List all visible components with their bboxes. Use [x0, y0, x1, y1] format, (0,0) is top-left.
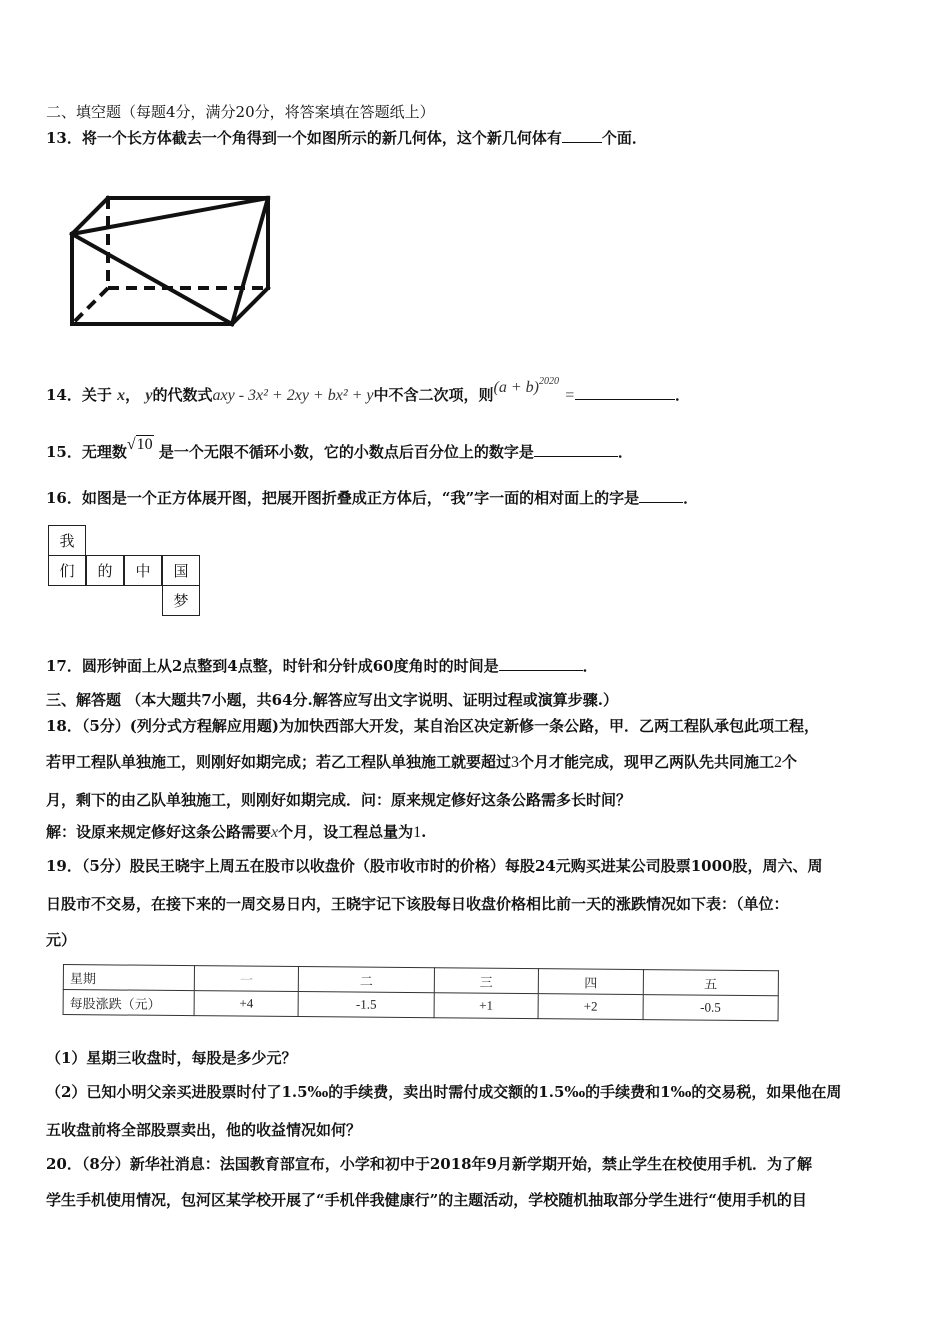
hidden-edge	[72, 288, 108, 324]
answer-blank	[639, 488, 683, 503]
q14-mid2: 中不含二次项，则	[373, 386, 494, 404]
q19-sub-1: （1）星期三收盘时，每股是多少元？	[46, 1049, 297, 1067]
q19-sub-2-line-1: （2）已知小明父亲买进股票时付了1.5‰的手续费，卖出时需付成交额的1.5‰的手续费和1‰的交易税，如果他在周	[46, 1083, 842, 1101]
power-exponent: 2020	[538, 376, 559, 387]
q14-end: ．	[675, 386, 691, 404]
answer-blank	[562, 128, 602, 143]
truncated-box-figure	[64, 190, 276, 330]
q19-line-1: 19．（5分）股民王晓宇上周五在股市以收盘价（股市收市时的价格）每股24元购买进某公司股票1000股，周六、周	[46, 857, 823, 875]
var-x: x	[271, 824, 279, 841]
table-cell-change: +4	[194, 991, 299, 1017]
table-header-weekday: 星期	[63, 965, 194, 991]
net-cell-de: 的	[86, 555, 124, 586]
power-base: (a + b)	[493, 379, 539, 396]
q19-line-2: 日股市不交易，在接下来的一周交易日内，王晓宇记下该股每日收盘价格相比前一天的涨跌情况如下表：（单位：	[46, 895, 789, 913]
q20-line-1: 20．（8分）新华社消息：法国教育部宣布，小学和初中于2018年9月新学期开始，禁止学生在校使用手机．为了解	[46, 1155, 813, 1173]
question-13	[46, 128, 647, 148]
var-x: x	[117, 387, 126, 404]
q19-line-3: 元）	[46, 931, 77, 949]
q17-text: 17．圆形钟面上从2点整到4点整，时针和分针成60度角时的时间是	[46, 657, 499, 675]
section-3-heading: 三、解答题 （本大题共7小题，共64分.解答应写出文字说明、证明过程或演算步骤.）	[46, 691, 618, 709]
q13-text: 13．将一个长方体截去一个角得到一个如图所示的新几何体，这个新几何体有	[46, 129, 562, 147]
number-1: 1	[413, 824, 422, 841]
q18-solution	[46, 822, 426, 843]
table-cell-day: 五	[643, 970, 779, 996]
table-header-change: 每股涨跌（元）	[63, 990, 194, 1016]
q14-comma: ，	[125, 386, 141, 404]
q13-text-end: 个面．	[601, 129, 647, 147]
q15-prefix: 15．无理数	[46, 443, 127, 461]
q18-line-2	[46, 752, 797, 773]
answer-blank	[575, 385, 675, 400]
table-cell-day: 三	[434, 968, 539, 994]
q15-text: 是一个无限不循环小数，它的小数点后百分位上的数字是	[158, 443, 534, 461]
net-cell-zhong: 中	[124, 555, 162, 586]
table-cell-change: -0.5	[643, 995, 779, 1021]
q17-end: ．	[582, 657, 598, 675]
table-cell-change: -1.5	[299, 992, 435, 1018]
table-cell-change: +2	[538, 994, 643, 1020]
number-3: 3	[511, 754, 520, 771]
table-row	[63, 990, 778, 1021]
net-cell-wo: 我	[48, 525, 86, 556]
section-2-heading: 二、填空题（每题4分，满分20分，将答案填在答题纸上）	[46, 103, 435, 121]
q18-line-3: 月，剩下的由乙队单独施工，则刚好如期完成．问：原来规定修好这条公路需多长时间？	[46, 791, 632, 809]
q18-line-2c: 个	[782, 753, 798, 771]
q15-end: ．	[617, 443, 633, 461]
q18-solution-a: 解：设原来规定修好这条公路需要	[46, 823, 272, 841]
q19-sub-2-line-2: 五收盘前将全部股票卖出，他的收益情况如何？	[46, 1121, 362, 1139]
net-cell-guo: 国	[162, 555, 200, 586]
table-cell-day: 二	[299, 967, 435, 993]
net-cell-meng: 梦	[162, 585, 200, 616]
equals-sign: =	[564, 387, 576, 404]
algebraic-expression: axy - 3x² + 2xy + bx² + y	[212, 387, 374, 404]
number-2: 2	[774, 754, 783, 771]
table-cell-day: 一	[194, 966, 299, 992]
q14-prefix: 14．关于	[46, 386, 112, 404]
q18-solution-b: 个月，设工程总量为	[278, 823, 414, 841]
table-cell-change: +1	[434, 993, 539, 1019]
cut-edge	[72, 234, 232, 324]
q16-end: ．	[683, 489, 699, 507]
table-cell-day: 四	[538, 969, 643, 995]
question-14	[46, 376, 691, 408]
sqrt-radicand: 10	[136, 436, 153, 453]
stock-change-table	[63, 964, 779, 1021]
answer-blank	[534, 442, 618, 457]
q16-text: 16．如图是一个正方体展开图，把展开图折叠成正方体后，“我”字一面的相对面上的字是	[46, 489, 640, 507]
q18-line-1: 18．（5分）(列分式方程解应用题)为加快西部大开发，某自治区决定新修一条公路，甲．乙两工程队承包此项工程，	[46, 717, 820, 735]
sqrt-expression: √10	[126, 436, 153, 453]
var-y: y	[145, 387, 153, 404]
q18-line-2b: 个月才能完成，现甲乙两队先共同施工	[519, 753, 775, 771]
answer-blank	[499, 656, 583, 671]
q20-line-2: 学生手机使用情况，包河区某学校开展了“手机伴我健康行”的主题活动，学校随机抽取部分学生进行“使用手机的目	[46, 1191, 807, 1209]
question-16	[46, 488, 698, 508]
question-15	[46, 436, 633, 465]
q18-line-2a: 若甲工程队单独施工，则刚好如期完成；若乙工程队单独施工就要超过	[46, 753, 512, 771]
q14-mid: 的代数式	[152, 386, 213, 404]
net-cell-men: 们	[48, 555, 86, 586]
question-17	[46, 656, 598, 676]
q18-solution-end: .	[421, 823, 427, 841]
